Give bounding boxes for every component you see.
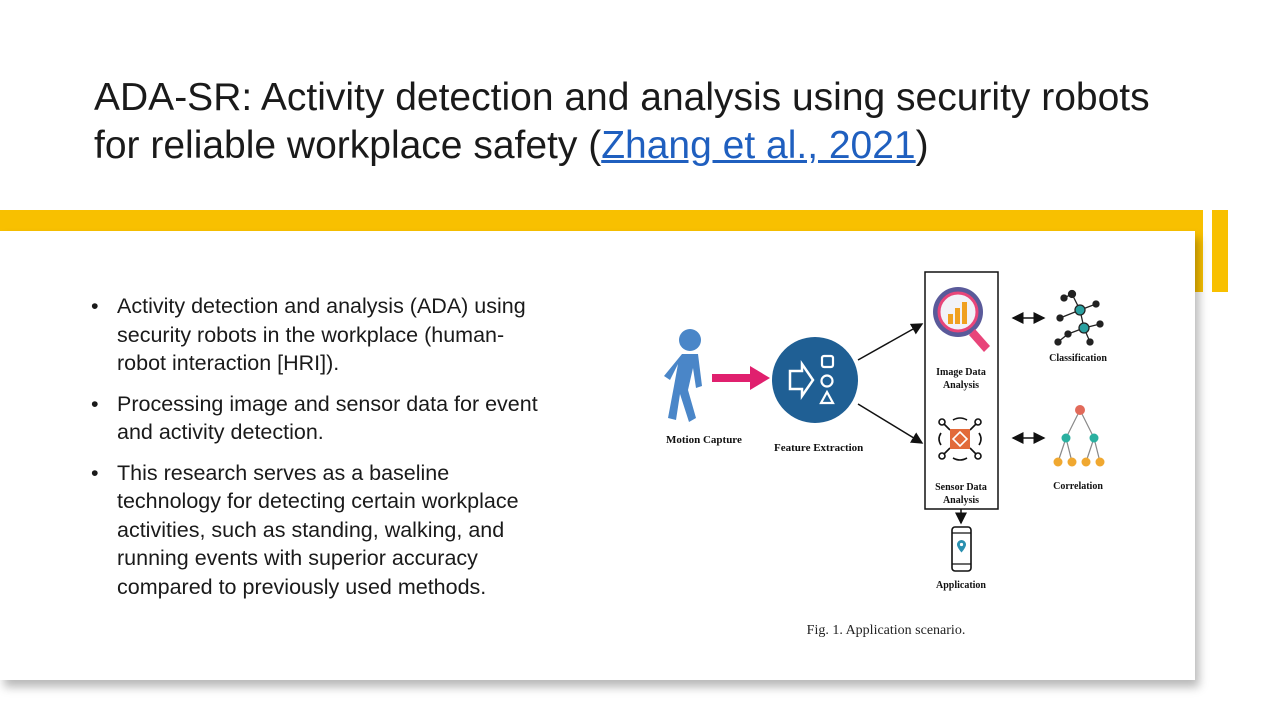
title-text: ADA-SR: Activity detection and analysis using security robots for reliable workplace safety ( bbox=[94, 76, 1150, 167]
arrow-to-image bbox=[858, 324, 922, 360]
correlation-label: Correlation bbox=[1053, 481, 1103, 492]
application-scenario-figure bbox=[660, 268, 1110, 648]
image-data-label-1: Image Data bbox=[936, 367, 986, 378]
accent-bar-right-thick bbox=[1212, 210, 1228, 292]
sensor-icon bbox=[939, 418, 981, 460]
bullet-item: • Activity detection and analysis (ADA) using security robots in the workplace (human-robot interaction [HRI]). bbox=[89, 292, 549, 378]
citation-link[interactable]: Zhang et al., 2021 bbox=[601, 124, 916, 167]
motion-capture-label: Motion Capture bbox=[666, 434, 742, 446]
accent-bar bbox=[0, 210, 1201, 231]
image-analysis-icon bbox=[933, 287, 990, 352]
smartphone-icon bbox=[952, 527, 971, 571]
sensor-data-label-1: Sensor Data bbox=[935, 482, 987, 493]
bullet-list bbox=[89, 292, 549, 613]
feature-extraction-icon bbox=[772, 337, 858, 423]
bullet-item: • Processing image and sensor data for event and activity detection. bbox=[89, 390, 549, 447]
bullet-item: • This research serves as a baseline technology for detecting certain workplace activities, such as standing, walking, and running events with superior accuracy compared to previously used methods. bbox=[89, 459, 549, 602]
feature-extraction-label: Feature Extraction bbox=[774, 442, 864, 454]
figure-caption: Fig. 1. Application scenario. bbox=[806, 623, 966, 638]
pink-arrow-icon bbox=[712, 366, 770, 390]
classification-network-icon bbox=[1055, 291, 1103, 346]
arrow-to-sensor bbox=[858, 404, 922, 443]
sensor-data-label-2: Analysis bbox=[942, 495, 980, 506]
walking-person-icon bbox=[664, 329, 702, 422]
correlation-tree-icon bbox=[1054, 405, 1105, 467]
classification-label: Classification bbox=[1049, 353, 1107, 364]
image-data-label-2: Analysis bbox=[942, 380, 980, 391]
application-label: Application bbox=[935, 580, 987, 591]
title-end: ) bbox=[915, 124, 929, 167]
accent-bar-right-thin bbox=[1195, 210, 1203, 292]
slide-title bbox=[94, 74, 1194, 170]
